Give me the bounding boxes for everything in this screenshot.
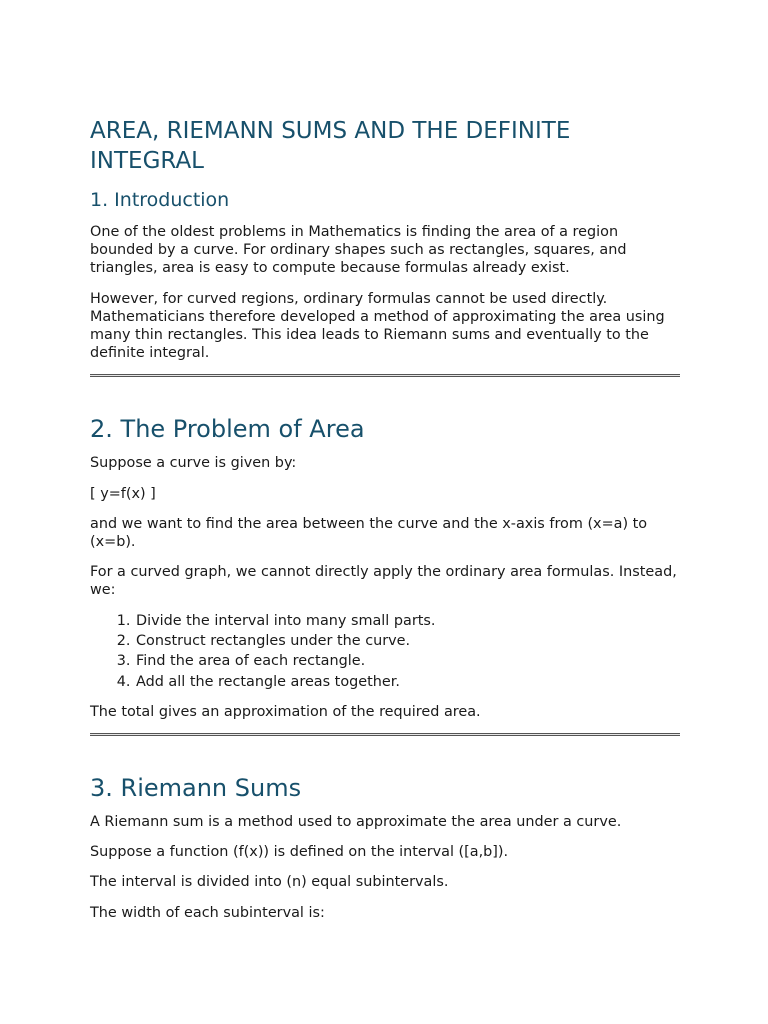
riemann-paragraph-1: A Riemann sum is a method used to approximate the area under a curve. [90, 814, 622, 831]
section-heading-problem-of-area: 2. The Problem of Area [90, 415, 365, 444]
problem-paragraph-3: For a curved graph, we cannot directly apply the ordinary area formulas. Instead, we: [90, 564, 677, 599]
document-page [90, 116, 680, 922]
problem-equation: [ y=f(x) ] [90, 485, 156, 502]
riemann-paragraph-4: The width of each subinterval is: [90, 904, 325, 921]
section-divider [90, 374, 680, 377]
document-title: AREA, RIEMANN SUMS AND THE DEFINITE INTEGRAL [90, 118, 571, 174]
list-item: 4. Add all the rectangle areas together. [135, 672, 680, 692]
intro-paragraph-1: One of the oldest problems in Mathematics is finding the area of a region bounded by a curve. For ordinary shapes such as rectangles, squares, and triangles, area is easy to compute because formulas already exist. [90, 224, 627, 277]
riemann-paragraph-2: Suppose a function (f(x)) is defined on the interval ([a,b]). [90, 844, 509, 861]
section-heading-introduction: 1. Introduction [90, 189, 230, 211]
intro-paragraph-2: However, for curved regions, ordinary formulas cannot be used directly. Mathematicians therefore developed a method of approximating the area using many thin rectangles. This idea leads to Riemann sums and eventually to the definite integral. [90, 290, 665, 362]
section-heading-riemann-sums: 3. Riemann Sums [90, 774, 302, 803]
section-divider [90, 733, 680, 736]
list-item: 3. Find the area of each rectangle. [135, 651, 680, 671]
list-item: 2. Construct rectangles under the curve. [135, 631, 680, 651]
list-item: 1. Divide the interval into many small parts. [135, 611, 680, 631]
problem-closing: The total gives an approximation of the required area. [90, 703, 481, 720]
problem-paragraph-2: and we want to find the area between the curve and the x-axis from (x=a) to (x=b). [90, 515, 648, 551]
steps-list [90, 611, 680, 692]
riemann-paragraph-3: The interval is divided into (n) equal subintervals. [90, 874, 449, 891]
problem-paragraph-1: Suppose a curve is given by: [90, 455, 297, 472]
